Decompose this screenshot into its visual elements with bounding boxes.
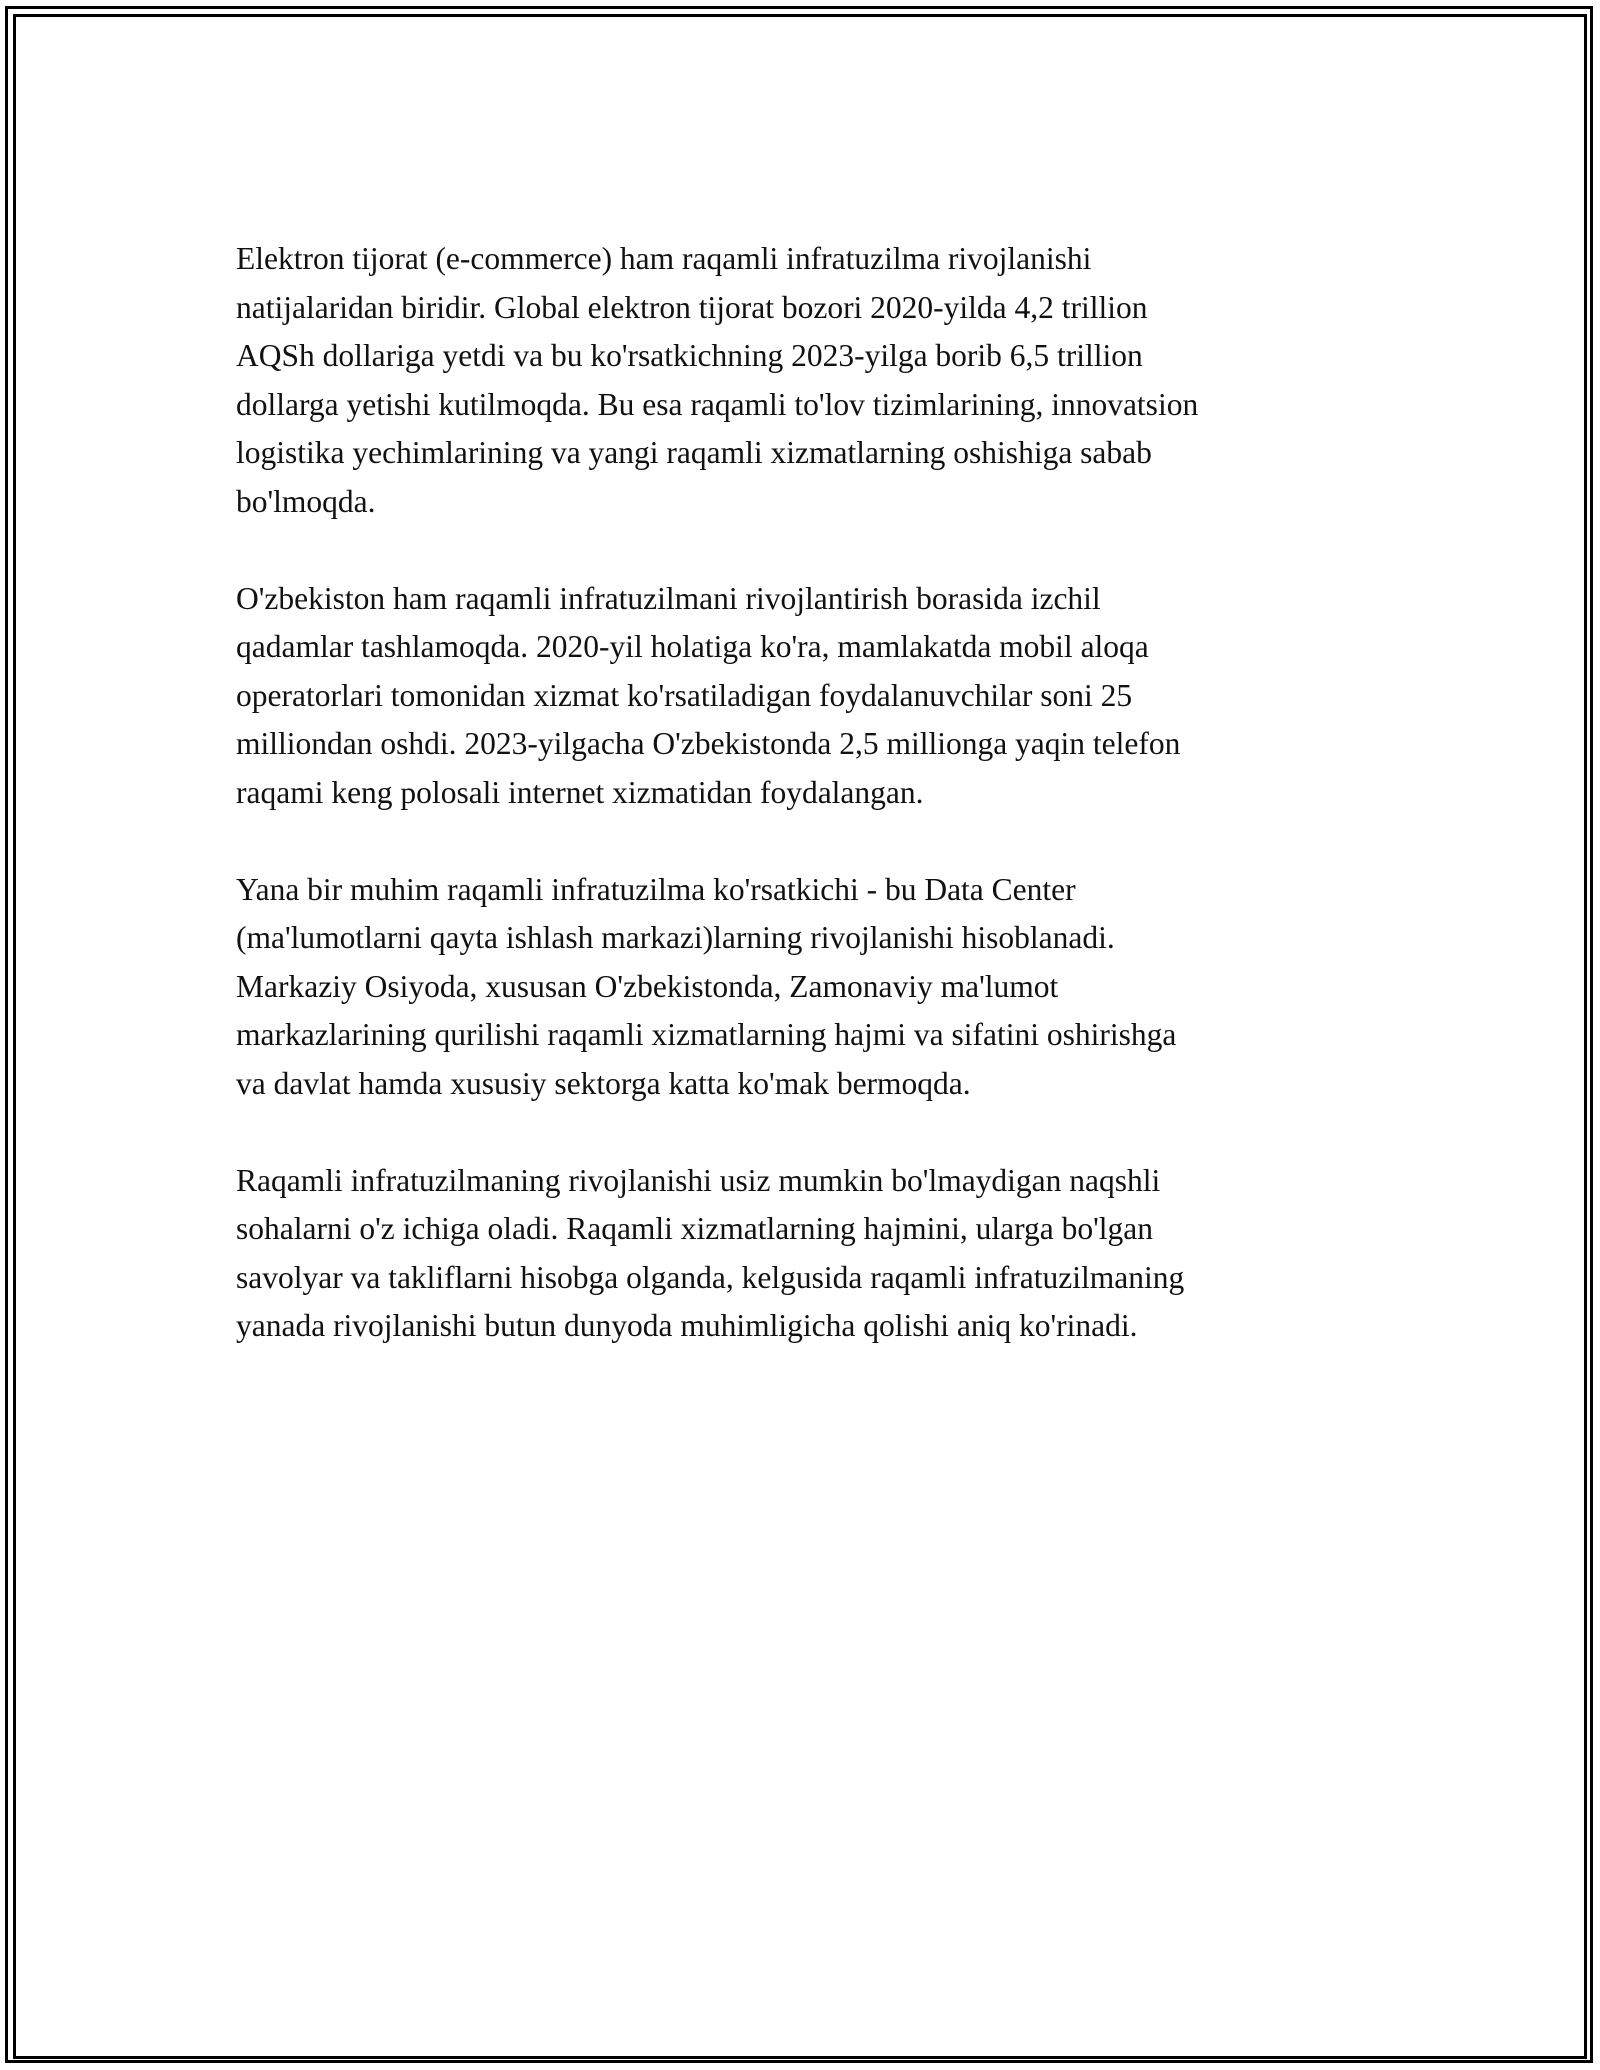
paragraph-ecommerce: Elektron tijorat (e-commerce) ham raqamli infratuzilma rivojlanishi natijalaridan biridir. Global elektron tijorat bozori 2020-yilda 4,2 trillion AQSh dollariga yetdi va bu ko'rsatkichning 2023-yilga borib 6,5 trillion dollarga yetishi kutilmoqda. Bu esa raqamli to'lov tizimlarining, innovatsion logistika yechimlarining va yangi raqamli xizmatlarning oshishiga sabab bo'lmoqda. xyxy=(236,241,1199,519)
paragraph-conclusion: Raqamli infratuzilmaning rivojlanishi usiz mumkin bo'lmaydigan naqshli sohalarni o'z ichiga oladi. Raqamli xizmatlarning hajmini, ularga bo'lgan savolyar va takliflarni hisobga olganda, kelgusida raqamli infratuzilmaning yanada rivojlanishi butun dunyoda muhimligicha qolishi aniq ko'rinadi. xyxy=(236,1162,1185,1343)
paragraph-data-center: Yana bir muhim raqamli infratuzilma ko'rsatkichi - bu Data Center (ma'lumotlarni qayta ishlash markazi)larning rivojlanishi hisoblanadi. Markaziy Osiyoda, xususan O'zbekistonda, Zamonaviy ma'lumot markazlarining qurilishi raqamli xizmatlarning hajmi va sifatini oshirishga va davlat hamda xususiy sektorga katta ko'mak bermoqda. xyxy=(236,871,1177,1101)
document-body xyxy=(236,235,1366,1399)
paragraph-uzbekistan-infrastructure: O'zbekiston ham raqamli infratuzilmani rivojlantirish borasida izchil qadamlar tashlamoqda. 2020-yil holatiga ko'ra, mamlakatda mobil aloqa operatorlari tomonidan xizmat ko'rsatiladigan foydalanuvchilar soni 25 milliondan oshdi. 2023-yilgacha O'zbekistonda 2,5 millionga yaqin telefon raqami keng polosali internet xizmatidan foydalangan. xyxy=(236,580,1181,810)
